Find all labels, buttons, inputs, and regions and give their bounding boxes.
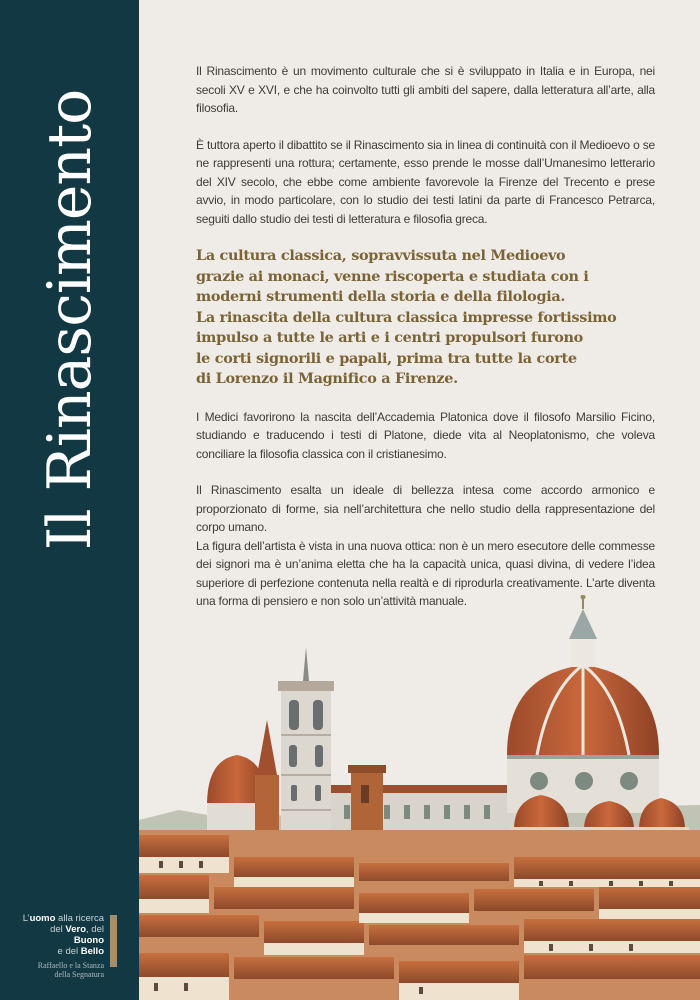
series-text: , del bbox=[86, 924, 104, 935]
pull-quote-line: La cultura classica, sopravvissuta nel Medioevo bbox=[196, 247, 566, 264]
series-line-2 bbox=[20, 924, 104, 946]
paragraph-intro: Il Rinascimento è un movimento culturale che si è sviluppato in Italia e in Europa, nei secoli XV e XVI, e che ha coinvolto tutti gli ambiti del sapere, dalla letteratura all’arte, alla filosofia. bbox=[196, 64, 655, 115]
paragraph-debate: È tuttora aperto il dibattito se il Rinascimento sia in linea di continuità con il Medioevo o se ne rappresenti una rottura; certamente, esso prende le mosse dall’Umanesimo letterario del XIV secolo, che ebbe come ambiente favorevole la Firenze del Trecento e prese avvio, in modo particolare, con lo studio dei testi latini da parte di Francesco Petrarca, seguiti dallo studio dei testi di letteratura e filosofia greca. bbox=[196, 137, 655, 226]
series-line-1 bbox=[20, 913, 104, 924]
page-title: Il Rinascimento bbox=[35, 89, 105, 551]
series-bold-text: Bello bbox=[80, 946, 104, 957]
series-text: alla ricerca bbox=[55, 913, 104, 924]
paragraph-artist: La figura dell’artista è vista in una nuova ottica: non è un mero esecutore delle commesse dei signori ma è un’anima eletta che ha la capacità unica, quasi divina, di vedere l’idea superiore di perfezione contenuta nella realtà e di riprodurla creativamente. L’arte diventa una forma di pensiero e non solo un’attività manuale. bbox=[196, 538, 655, 608]
pull-quote bbox=[196, 246, 655, 390]
pull-quote-line: le corti signorili e papali, prima tra tutte la corte bbox=[196, 349, 577, 367]
series-text: L’ bbox=[22, 913, 30, 924]
pull-quote-line: moderni strumenti della storia e della filologia. bbox=[196, 288, 566, 305]
series-bold-text: uomo bbox=[29, 913, 56, 924]
series-bold-text: Vero bbox=[65, 924, 87, 935]
series-text: del bbox=[50, 924, 66, 935]
pull-quote-line: di Lorenzo il Magnifico a Firenze. bbox=[196, 370, 458, 387]
series-text: e del bbox=[57, 946, 81, 957]
pull-quote-line: La rinascita della cultura classica impresse fortissimo bbox=[196, 308, 617, 326]
pull-quote-line: impulso a tutte le arti e i centri propulsori furono bbox=[196, 329, 583, 346]
pull-quote-line: grazie ai monaci, venne riscoperta e studiata con i bbox=[196, 267, 589, 285]
accent-bar bbox=[110, 915, 117, 967]
sidebar bbox=[0, 0, 139, 1000]
article-body bbox=[196, 62, 655, 629]
series-subtitle-1: Raffaello e la Stanza bbox=[37, 961, 104, 970]
series-line-3 bbox=[20, 946, 104, 957]
paragraph-beauty: Il Rinascimento esalta un ideale di bellezza intesa come accordo armonico e proporzionato di forme, sia nell’architettura che nello studio della rappresentazione del corpo umano. bbox=[196, 483, 655, 534]
florence-skyline-image bbox=[139, 595, 700, 1000]
series-bold-text: Buono bbox=[73, 935, 104, 946]
series-subtitle-2: della Segnatura bbox=[54, 970, 104, 979]
paragraph-medici: I Medici favorirono la nascita dell’Accademia Platonica dove il filosofo Marsilio Ficino, studiando e traducendo i testi di Platone, diede vita al Neoplatonismo, che voleva conciliare la filosofia classica con il cristianesimo. bbox=[196, 409, 655, 461]
